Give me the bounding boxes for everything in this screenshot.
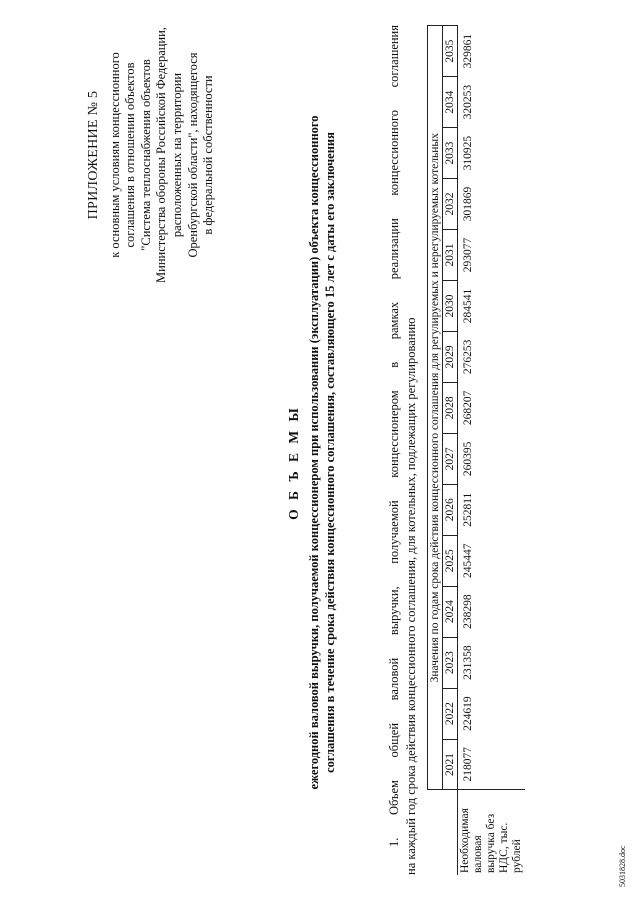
document-subtitle <box>306 30 338 875</box>
table-value-cell: 310925 <box>462 135 474 171</box>
table-corner <box>428 790 443 875</box>
table-year-cell: 2034 <box>443 77 458 128</box>
appendix-line: в федеральной собственности <box>201 75 216 235</box>
table-value-cell: 218077 <box>462 747 474 782</box>
document-title: О Б Ъ Е М Ы <box>286 405 301 520</box>
table-value-cell: 245447 <box>462 543 474 578</box>
table-year-cell: 2029 <box>443 331 458 382</box>
table-year-row <box>443 26 458 876</box>
table-value-cell: 224619 <box>462 696 474 731</box>
table-row-label: Необходимая валовая выручка без НДС, тыс. рублей <box>458 790 526 875</box>
appendix-number: ПРИЛОЖЕНИЕ № 5 <box>86 90 101 220</box>
table-year-cell: 2027 <box>443 433 458 484</box>
table-value-cell: 293077 <box>462 237 474 273</box>
table-value-cell: 329861 <box>462 33 474 69</box>
file-name: 5031828.doc <box>618 845 627 887</box>
table-value-cell: 231358 <box>462 645 474 680</box>
table-value-cell: 252811 <box>462 492 474 527</box>
table-year-cell: 2024 <box>443 586 458 637</box>
revenue-table <box>427 25 525 875</box>
table-year-cell: 2023 <box>443 637 458 688</box>
table-corner <box>443 790 458 875</box>
table-row <box>458 26 526 876</box>
subtitle-line: соглашения в течение срока действия концессионного соглашения, составляющего 15 лет с даты его заключения <box>323 132 337 773</box>
table-value-cell: 238298 <box>462 594 474 629</box>
appendix-line: к основным условиям концессионного <box>107 52 122 258</box>
appendix-line: "Система теплоснабжения объектов <box>138 59 153 251</box>
appendix-header <box>86 5 217 305</box>
appendix-line: расположенных на территории <box>169 72 184 238</box>
table-value-cell: 301869 <box>462 186 474 222</box>
table-year-cell: 2028 <box>443 382 458 433</box>
appendix-line: Министерства обороны Российской Федерации, <box>154 27 169 283</box>
paragraph-line: 1. Объем общей валовой выручки, получаемой концессионером в рамках реализации концессионного соглашения <box>387 25 401 847</box>
table-group-header: Значения по годам срока действия концессионного соглашения для регулируемых и нерегулируемых котельных <box>428 26 443 791</box>
appendix-line: соглашения в отношении объектов <box>123 62 138 248</box>
table-value-cell: 320253 <box>462 84 474 120</box>
table-value-cell: 276253 <box>462 339 474 375</box>
table-year-cell: 2031 <box>443 230 458 281</box>
section-paragraph <box>386 25 419 875</box>
table-year-cell: 2030 <box>443 280 458 331</box>
table-year-cell: 2021 <box>443 739 458 790</box>
appendix-line: Оренбургской области", находящегося <box>185 52 200 258</box>
table-year-cell: 2032 <box>443 179 458 230</box>
table-year-cell: 2035 <box>443 26 458 77</box>
table-year-cell: 2033 <box>443 128 458 179</box>
table-value-cell: 260395 <box>462 441 474 477</box>
subtitle-line: ежегодной валовой выручки, получаемой концессионером при использовании (эксплуатации) объекта концессионного <box>307 115 321 790</box>
table-value-cell: 268207 <box>462 390 474 426</box>
paragraph-line: на каждый год срока действия концессионного соглашения, для котельных, подлежащих регулированию <box>403 317 418 875</box>
table-value-cell: 284541 <box>462 288 474 324</box>
table-year-cell: 2022 <box>443 688 458 739</box>
table-year-cell: 2025 <box>443 535 458 586</box>
table-year-cell: 2026 <box>443 484 458 535</box>
